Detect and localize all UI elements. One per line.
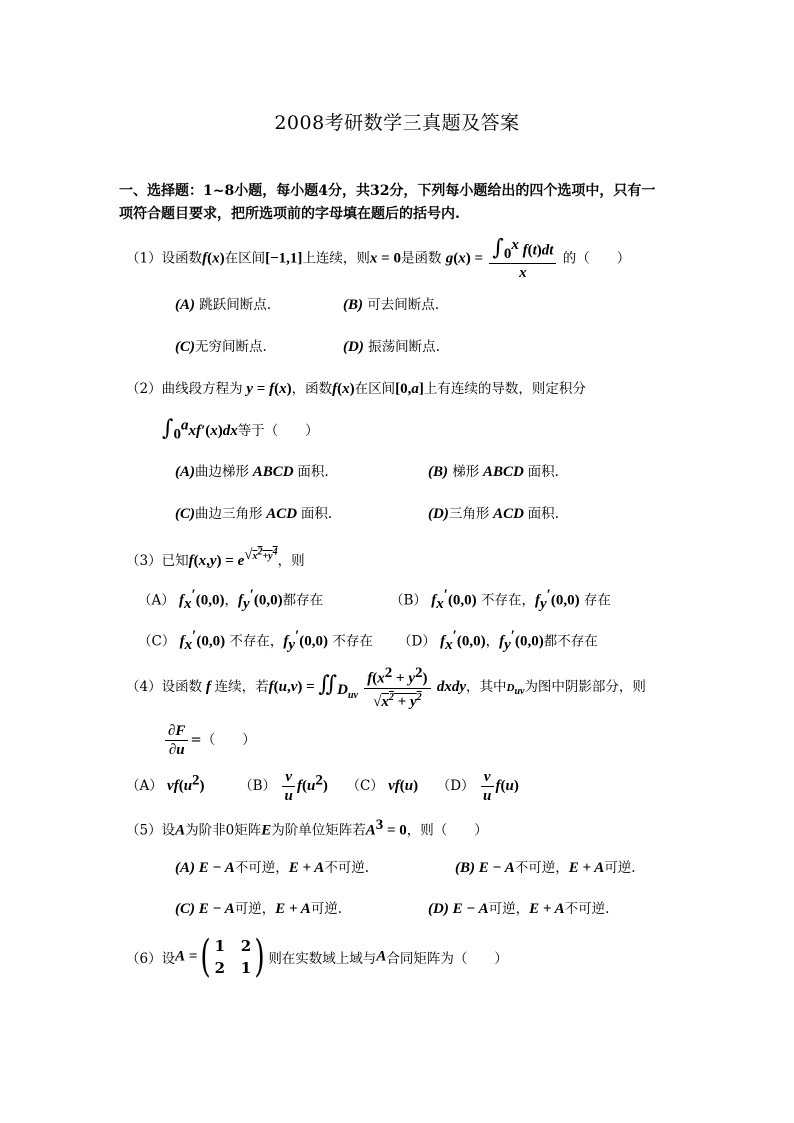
- page-title: 2008考研数学三真题及答案: [274, 112, 520, 134]
- question-1: （1）设函数f(x)在区间[−1,1]上连续，则x = 0是函数 g(x) = $\frac{\int_0^x f(t)dt}{x}$ 的（ ）: [126, 235, 631, 282]
- q1-option-b: (B) 可去间断点.: [343, 297, 440, 313]
- question-3: （3）已知$f(x,y) = e^{√x^2+y^4}$，则: [126, 547, 305, 569]
- q1-option-d: (D) 振荡间断点.: [343, 339, 440, 355]
- q1-option-a: (A) 跳跃间断点.: [175, 297, 272, 313]
- q4-derivative: $\frac{\partial F}{\partial u}$ =（ ）: [163, 722, 256, 759]
- question-4: （4）设函数 f 连续，若$f(u,v) = ∬_{D_{uv}}$ $\frac{f(x^2 + y^2)}{√x^2 + y^2}$ dxdy，其中$D_{uv}$为图中阴影部分，则: [126, 665, 646, 710]
- section-heading-line1: 一、选择题：1~8小题，每小题4分，共32分，下列每小题给出的四个选项中，只有一: [119, 183, 656, 199]
- q2-integral: $\int_0^axf'(x)dx$等于（ ）: [162, 416, 319, 443]
- q5-option-a: (A) E − A不可逆，E + A不可逆.: [175, 860, 370, 876]
- question-5: （5）设A为阶非0矩阵E为阶单位矩阵若$A^3 = 0$，则（ ）: [126, 817, 488, 839]
- q2-option-a: (A)曲边梯形 ABCD 面积.: [175, 464, 329, 480]
- q5-option-b: (B) E − A不可逆，E + A可逆.: [455, 860, 636, 876]
- q4-options: （A） $vf(u^2)$ （B） $\frac{v}{u}$ $f(u^2)$ （C） vf(u) （D） $\frac{v}{u}$ f(u): [126, 769, 519, 804]
- q3-option-d: （D） $f_x'(0,0)$，$f_y'(0,0)$都不存在: [398, 628, 598, 654]
- math: f: [202, 250, 208, 267]
- question-6: （6）设A =( 1 2 2 1) 则在实数域上域与A合同矩阵为（ ）: [126, 931, 508, 982]
- q5-option-d: (D) E − A可逆，E + A不可逆.: [428, 901, 610, 917]
- q3-option-b: （B） $f_x'(0,0)$ 不存在，$f_y'(0,0)$ 存在: [390, 587, 611, 613]
- q1-option-c: (C)无穷间断点.: [175, 339, 267, 355]
- section-heading-line2: 项符合题目要求，把所选项前的字母填在题后的括号内.: [119, 206, 460, 222]
- q5-option-c: (C) E − A可逆，E + A可逆.: [175, 901, 343, 917]
- q3-option-c: （C） $f_x'(0,0)$ 不存在，$f_y'(0,0)$ 不存在: [138, 628, 373, 654]
- question-2: （2）曲线段方程为 y = f(x)，函数f(x)在区间[0,a]上有连续的导数，则定积分: [126, 381, 586, 397]
- q2-option-c: (C)曲边三角形 ACD 面积.: [175, 506, 333, 522]
- fraction: $\frac{\int_0^x f(t)dt}{x}$: [489, 236, 556, 282]
- q2-option-d: (D)三角形 ACD 面积.: [428, 506, 559, 522]
- q2-option-b: (B) 梯形 ABCD 面积.: [428, 464, 559, 480]
- q3-option-a: （A） $f_x'(0,0)$，$f_y'(0,0)$都存在: [138, 587, 324, 613]
